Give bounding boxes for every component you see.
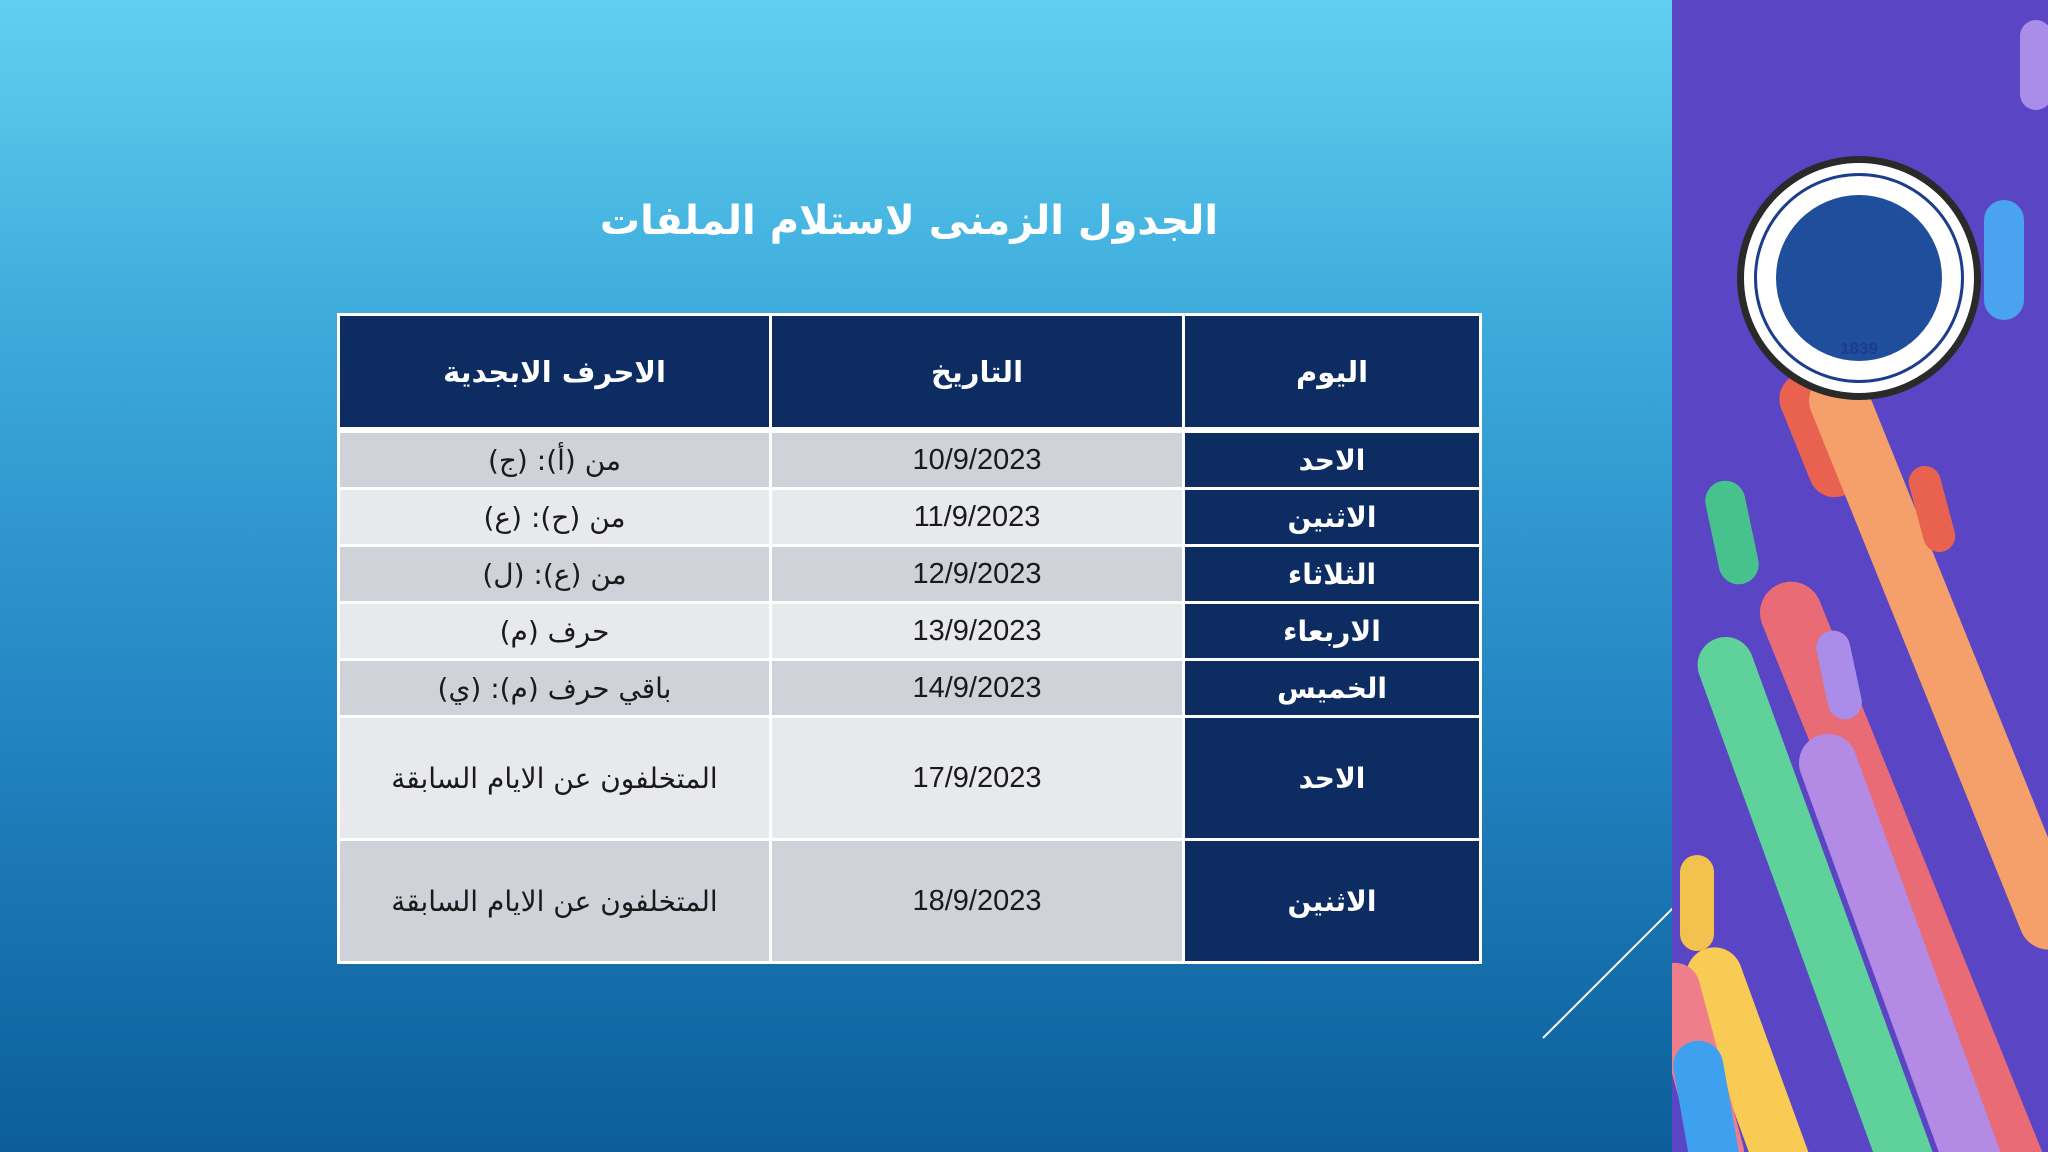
header-day: اليوم (1184, 315, 1481, 431)
day-cell: الخميس (1184, 660, 1481, 717)
letters-cell: المتخلفون عن الايام السابقة (339, 840, 771, 963)
logo-seal (1744, 163, 1974, 393)
day-cell: الاحد (1184, 430, 1481, 489)
day-cell: الاثنين (1184, 840, 1481, 963)
letters-cell: من (ع): (ل) (339, 546, 771, 603)
decorative-pill (1702, 477, 1763, 588)
date-cell: 10/9/2023 (771, 430, 1184, 489)
letters-cell: من (أ): (ج) (339, 430, 771, 489)
table-row (339, 430, 1481, 489)
table-row (339, 603, 1481, 660)
day-cell: الاربعاء (1184, 603, 1481, 660)
date-cell: 17/9/2023 (771, 717, 1184, 840)
decorative-pill (1984, 200, 2024, 320)
logo-year: 1839 (1840, 339, 1878, 358)
slide-title: الجدول الزمنى لاستلام الملفات (599, 198, 1219, 244)
letters-cell: المتخلفون عن الايام السابقة (339, 717, 771, 840)
university-logo (1737, 156, 1981, 400)
table-row (339, 717, 1481, 840)
letters-cell: باقي حرف (م): (ي) (339, 660, 771, 717)
decorative-line (1542, 904, 1676, 1038)
day-cell: الاثنين (1184, 489, 1481, 546)
decorative-pill (2020, 20, 2048, 110)
date-cell: 13/9/2023 (771, 603, 1184, 660)
day-cell: الاحد (1184, 717, 1481, 840)
date-cell: 14/9/2023 (771, 660, 1184, 717)
date-cell: 18/9/2023 (771, 840, 1184, 963)
date-cell: 12/9/2023 (771, 546, 1184, 603)
table-row (339, 546, 1481, 603)
schedule-table (337, 313, 1482, 964)
table-header-row (339, 315, 1481, 431)
table-row (339, 840, 1481, 963)
logo-emblem (1776, 195, 1942, 361)
letters-cell: حرف (م) (339, 603, 771, 660)
header-letters: الاحرف الابجدية (339, 315, 771, 431)
table-row (339, 660, 1481, 717)
day-cell: الثلاثاء (1184, 546, 1481, 603)
table-row (339, 489, 1481, 546)
letters-cell: من (ح): (ع) (339, 489, 771, 546)
header-date: التاريخ (771, 315, 1184, 431)
decorative-pill (1680, 855, 1714, 951)
date-cell: 11/9/2023 (771, 489, 1184, 546)
